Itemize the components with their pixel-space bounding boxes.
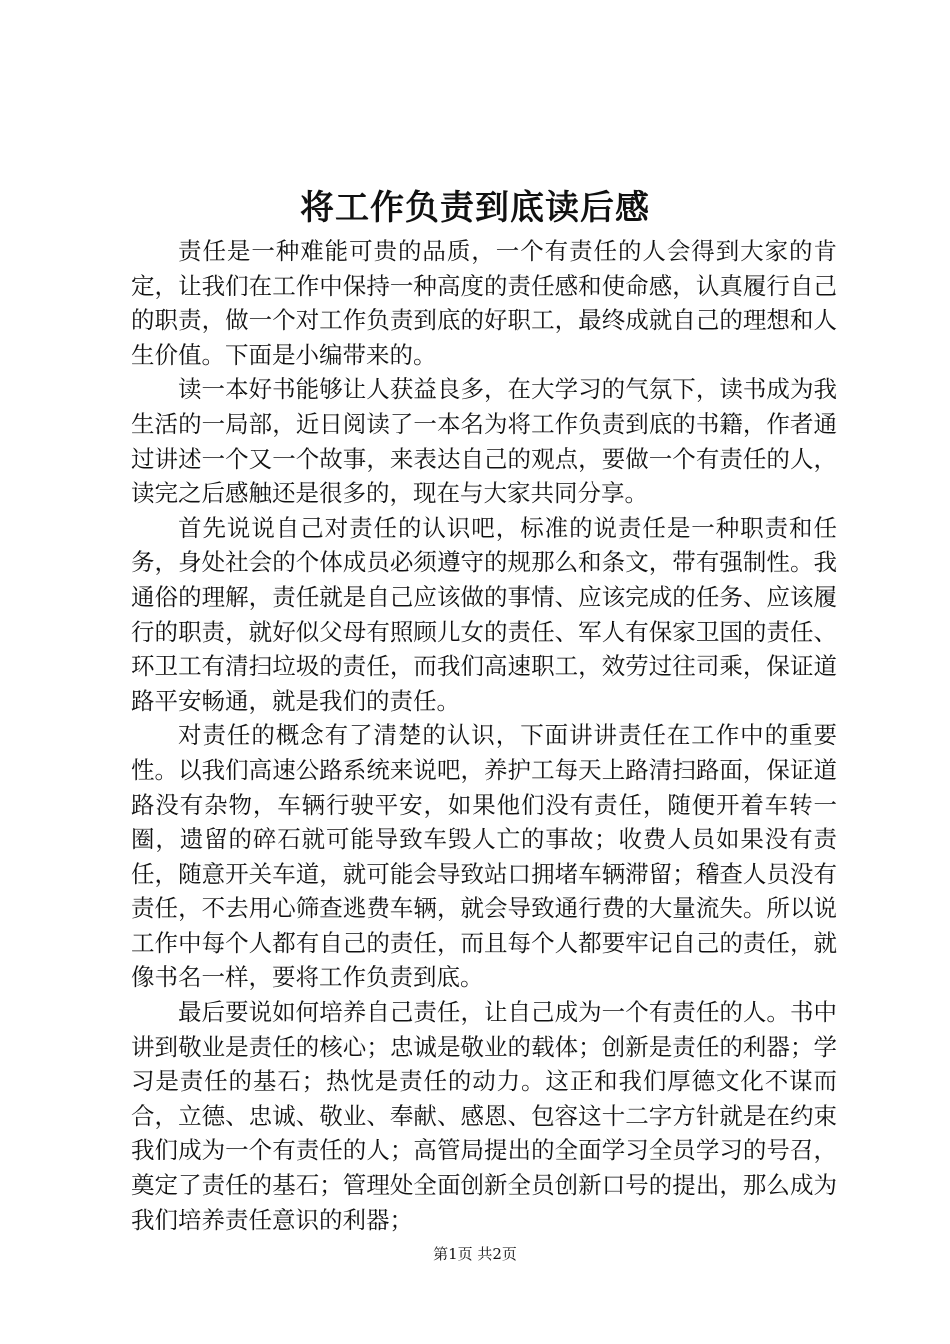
- paragraph: 读一本好书能够让人获益良多，在大学习的气氛下，读书成为我生活的一局部，近日阅读了一本名为将工作负责到底的书籍，作者通过讲述一个又一个故事，来表达自己的观点，要做一个有责任的人，读完之后感触还是很多的，现在与大家共同分享。: [131, 375, 837, 508]
- paragraph: 最后要说如何培养自己责任，让自己成为一个有责任的人。书中讲到敬业是责任的核心；忠诚是敬业的载体；创新是责任的利器；学习是责任的基石；热忱是责任的动力。这正和我们厚德文化不谋而合，立德、忠诚、敬业、奉献、感恩、包容这十二字方针就是在约束我们成为一个有责任的人；高管局提出的全面学习全员学习的号召，奠定了责任的基石；管理处全面创新全员创新口号的提出，那么成为我们培养责任意识的利器；: [131, 998, 837, 1234]
- paragraph: 责任是一种难能可贵的品质，一个有责任的人会得到大家的肯定，让我们在工作中保持一种高度的责任感和使命感，认真履行自己的职责，做一个对工作负责到底的好职工，最终成就自己的理想和人生价值。下面是小编带来的。: [131, 237, 837, 369]
- document-title: 将工作负责到底读后感: [300, 188, 650, 228]
- paragraph: 首先说说自己对责任的认识吧，标准的说责任是一种职责和任务，身处社会的个体成员必须遵守的规那么和条文，带有强制性。我通俗的理解，责任就是自己应该做的事情、应该完成的任务、应该履行的职责，就好似父母有照顾儿女的责任、军人有保家卫国的责任、环卫工有清扫垃圾的责任，而我们高速职工，效劳过往司乘，保证道路平安畅通，就是我们的责任。: [131, 513, 837, 715]
- page-number-footer: 第1页 共2页: [433, 1245, 517, 1263]
- paragraph: 对责任的概念有了清楚的认识，下面讲讲责任在工作中的重要性。以我们高速公路系统来说吧，养护工每天上路清扫路面，保证道路没有杂物，车辆行驶平安，如果他们没有责任，随便开着车转一圈，遗留的碎石就可能导致车毁人亡的事故；收费人员如果没有责任，随意开关车道，就可能会导致站口拥堵车辆滞留；稽查人员没有责任，不去用心筛查逃费车辆，就会导致通行费的大量流失。所以说工作中每个人都有自己的责任，而且每个人都要牢记自己的责任，就像书名一样，要将工作负责到底。: [131, 721, 837, 992]
- document-body: [131, 234, 837, 1237]
